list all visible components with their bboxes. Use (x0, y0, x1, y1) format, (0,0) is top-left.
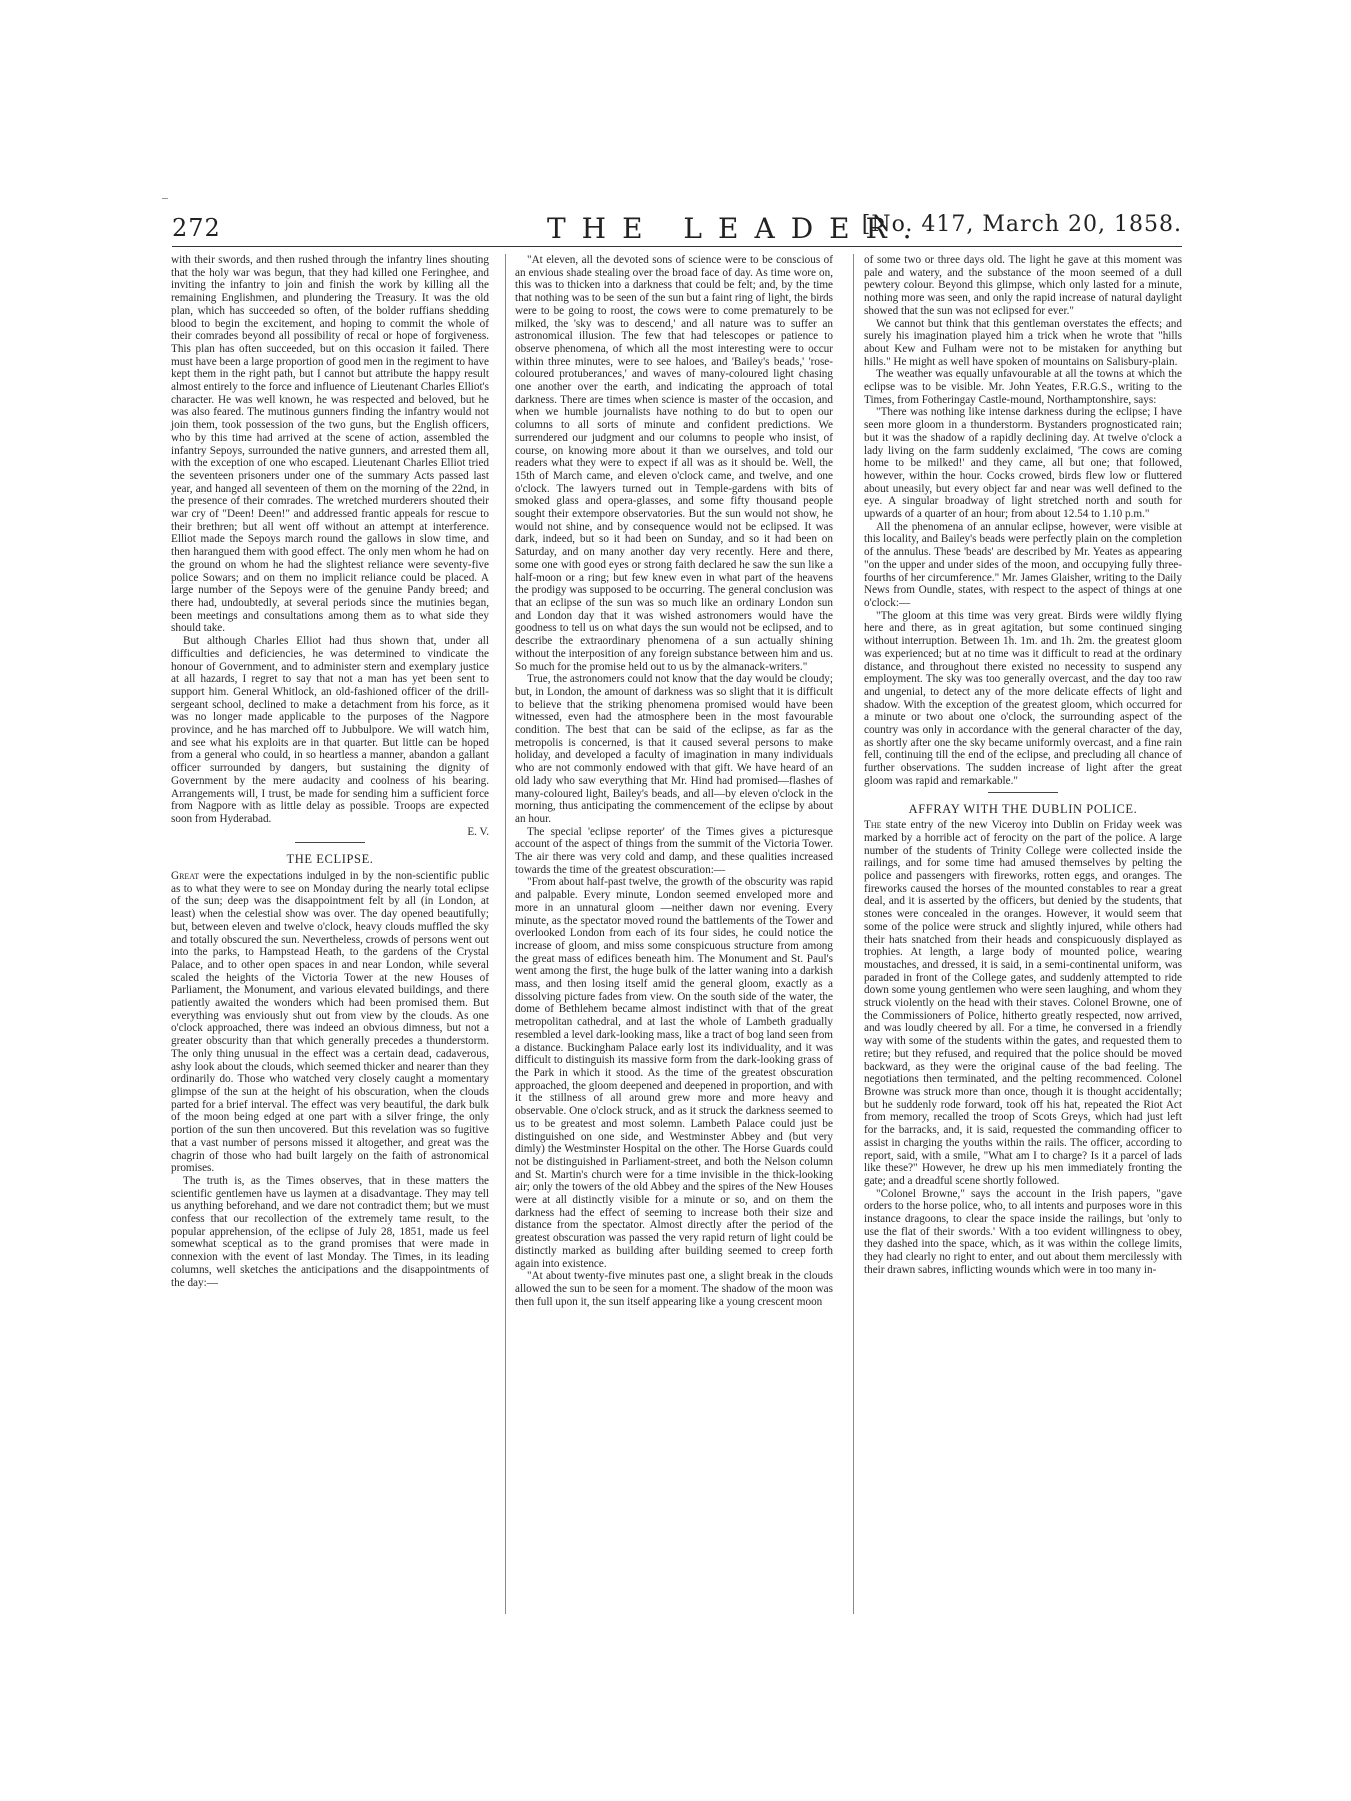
page-header (172, 212, 1182, 245)
paragraph: The weather was equally unfavourable at all the towns at which the eclipse was to be visible. Mr. John Yeates, F.R.G.S., writing to the Times, from Fotheringay Castle-mound, Northamptonshire, says: (864, 368, 1182, 406)
article-title-eclipse: THE ECLIPSE. (286, 852, 374, 867)
quoted-paragraph: "There was nothing like intense darkness during the eclipse; I have seen more gloom in a thunderstorm. Bystanders prognosticated rain; but it was the shadow of a rapidly declining day. At twelve o'clock a lady living on the farm suddenly exclaimed, 'The cows are coming home to be milked!' and they came, all but one; that followed, however, within the hour. Cocks crowed, birds flew low or fluttered about uneasily, but every object far and near was well defined to the eye. A singular broadway of light stretched north and south for upwards of a quarter of an hour; from about 12.54 to 1.10 p.m." (864, 406, 1182, 521)
paragraph: True, the astronomers could not know that the day would be cloudy; but, in London, the amount of darkness was so slight that it is difficult to believe that the striking phenomena promised would have been witnessed, even had the atmosphere been in the most favourable condition. The best that can be said of the eclipse, as far as the metropolis is concerned, is that it caused several persons to make holiday, and developed a faculty of imagination in many individuals who are not commonly endowed with that gift. We have heard of an old lady who saw everything that Mr. Hind had promised—flashes of many-coloured light, Bailey's beads, and all—by eleven o'clock in the morning, thus anticipating the commencement of the eclipse by about an hour. (515, 673, 833, 825)
issue-date: [No. 417, March 20, 1858. (861, 212, 1182, 237)
paragraph-text: state entry of the new Viceroy into Dublin on Friday week was marked by a horrible act of ferocity on the part of the police. A large number of the students of Trinity College were collected inside the railings, and for some time had amused themselves by pelting the police and passengers with fireworks, rotten eggs, and oranges. The fireworks caused the horses of the mounted constables to rear a great deal, and it is asserted by the officers, but denied by the students, that stones were concealed in the oranges. However, it would seem that some of the police were struck and slightly injured, while others had their hats snatched from their heads and conspicuously displayed as trophies. At length, a large body of mounted police, wearing moustaches, and dressed, it is said, in a semi-continental uniform, was paraded in front of the College gates, and suddenly attempted to ride down some young gentlemen who were seen laughing, and whom they struck violently on the head with their staves. Colonel Browne, one of the Commissioners of Police, hitherto greatly respected, now arrived, and was loudly cheered by all. For a time, he conversed in a friendly way with some of the students within the gates, and requested them to retire; but they refused, and required that the police should be moved backward, as they were the original cause of the bad feeling. The negotiations then terminated, and the pelting recommenced. Colonel Browne was struck more than once, though it is thought accidentally; but he suddenly rode forward, took off his hat, repeated the Riot Act from memory, recalled the troop of Scots Greys, which had just left for the barracks, and, it is said, requested the commanding officer to assist in charging the youths within the rails. The officer, according to report, said, with a smile, "What am I to charge? Is it a parcel of lads like these?" However, he drew up his men immediately fronting the gate; and a dreadful scene shortly followed. (864, 819, 1182, 1187)
paragraph: with their swords, and then rushed through the infantry lines shouting that the holy war was begun, that they had killed one Feringhee, and inviting the infantry to join and finish the work by killing all the remaining Englishmen, and plundering the Treasury. It was the old plan, which has succeeded so often, of the bolder ruffians shedding blood to begin the excitement, and hoping to commit the whole of their comrades beyond all possibility of recal or hope of forgiveness. This plan has often succeeded, but on this occasion it failed. There must have been a large proportion of good men in the regiment to have kept them in the right path, but I cannot but attribute the happy result almost entirely to the force and influence of Lieutenant Charles Elliot's character. He was well known, he was respected and beloved, but he was also feared. The mutinous gunners finding the infantry would not join them, took possession of the two guns, but the English officers, who by this time had arrived at the scene of action, assembled the infantry Sepoys, surrounded the native gunners, and arrested them all, with the exception of one who escaped. Lieutenant Charles Elliot tried the seventeen prisoners under one of the summary Acts passed last year, and hanged all seventeen of them on the morning of the 22nd, in the presence of their comrades. The wretched murderers shouted their war cry of "Deen! Deen!" and addressed frantic appeals for rescue to their brethren; but all went off without an attempt at interference. Elliot made the Sepoys march round the gallows in slow time, and then harangued them with good effect. The only men whom he had on the ground on whom he had the slightest reliance were seventy-five police Sowars; and on them no implicit reliance could be placed. A large number of the Sepoys were of the genuine Pandy breed; and there had, undoubtedly, at several periods since the mutinies began, been meetings and consultations among them as to what side they should take. (171, 254, 489, 635)
quoted-paragraph: "At eleven, all the devoted sons of science were to be conscious of an envious shade stealing over the broad face of day. As time wore on, this was to thicken into a darkness that could be felt; and, by the time that nothing was to be seen of the sun but a faint ring of light, the birds were to be going to roost, the cows were to come prematurely to be milked, the 'sky was to descend,' and all nature was to suffer an astronomical illusion. The few that had telescopes or patience to observe phenomena, of which all the most interesting were to occur within three minutes, were to see haloes, and 'Bailey's beads,' 'rose-coloured protuberances,' and waves of many-coloured light chasing one another over the earth, and indicating the approach of total darkness. There are times when science is master of the occasion, and when we humble journalists have nothing to do but to open our columns to all sorts of minute and confident predictions. We surrendered our judgment and our columns to people who insist, of course, on knowing more about it than we ourselves, and told our readers what they were to expect if all was as it should be. Well, the 15th of March came, and eleven o'clock came, and twelve, and one o'clock. The lawyers turned out in Temple-gardens with bits of smoked glass and opera-glasses, and some fifty thousand people sought their extempore observatories. But the sun would not show, he would not shine, and by consequence would not be eclipsed. It was dark, indeed, but so it had been on Sunday, and so it had been on Saturday, and on many another day very recently. Here and there, some one with good eyes or strong faith declared he saw the sun like a half-moon or a ring; but few knew even in what part of the heavens the prodigy was supposed to be occurring. The general conclusion was that an eclipse of the sun was so much like an ordinary London sun and London day that it was wished astronomers would have the goodness to tell us on what days the sun would not be eclipsed, and to describe the extraordinary phenomena of a sun actually shining without the interposition of any foreign substance between him and us. So much for the promise held out to us by the almanack-writers." (515, 254, 833, 673)
paragraph: The special 'eclipse reporter' of the Times gives a picturesque account of the aspect of things from the summit of the Victoria Tower. The air there was very cold and damp, and these qualities increased towards the time of the greatest obscuration:— (515, 825, 833, 876)
paragraph: We cannot but think that this gentleman overstates the effects; and surely his imagination played him a trick when he wrote that "hills about Kew and Fulham were not to be mistaken for anything but hills." He might as well have spoken of mountains on Salisbury-plain. (864, 317, 1182, 368)
paragraph (864, 819, 1182, 1187)
lead-word: Great (171, 870, 200, 883)
paragraph: of some two or three days old. The light he gave at this moment was pale and watery, and the substance of the moon seemed of a dull pewtery colour. Beyond this glimpse, which only lasted for a minute, nothing more was seen, and only the rapid increase of natural daylight showed that the sun was not eclipsed for ever." (864, 254, 1182, 317)
page-number: 272 (172, 214, 221, 242)
paragraph (171, 870, 489, 1175)
section-divider (295, 842, 365, 843)
quoted-paragraph: "From about half-past twelve, the growth of the obscurity was rapid and palpable. Every minute, London seemed enveloped more and more in an unnatural gloom —neither dawn nor evening. Every minute, as the spectator moved round the battlements of the Tower and overlooked London from each of its four sides, he could notice the increase of gloom, and miss some conspicuous structure from among the great mass of edifices beneath him. The Monument and St. Paul's went among the first, the huge bulk of the latter waning into a darkish mass, and then losing itself amid the general gloom, exactly as a dissolving picture fades from view. On the south side of the water, the dome of Bethlehem became almost indistinct with that of the great metropolitan cathedral, and at last the whole of Lambeth gradually resembled a level dark-looking mass, like a tract of bog land seen from a distance. Buckingham Palace early lost its individuality, and it was difficult to distinguish its massive form from the dark-looking grass of the Park in which it stood. As the time of the greatest obscuration approached, the gloom deepened and deepened in proportion, and with it the stillness of all around grew more and more heavy and observable. One o'clock struck, and as it struck the darkness seemed to us to be greatest and most solemn. Lambeth Palace could just be distinguished on one side, and Westminster Abbey and (but very dimly) the Westminster Hospital on the other. The Horse Guards could not be distinguished in Parliament-street, and both the Nelson column and St. Martin's church were for a time invisible in the thick-looking air; only the towers of the old Abbey and the spires of the New Houses were at all distinctly visible for a minute or so, and on them the darkness had the effect of seeming to increase both their size and distance from the spectator. Almost directly after the period of the greatest obscuration was passed the very rapid return of light could be distinctly marked as building after building seemed to creep forth again into existence. (515, 876, 833, 1270)
column-divider (853, 254, 854, 1614)
article-title-affray: AFFRAY WITH THE DUBLIN POLICE. (908, 801, 1138, 816)
column-3 (864, 254, 1182, 1277)
column-divider (505, 254, 506, 1614)
masthead-title: THE LEADER. (547, 212, 928, 245)
quoted-paragraph: "The gloom at this time was very great. Birds were wildly flying here and there, as in great agitation, but some continued singing without interruption. Between 1h. 1m. and 1h. 2m. the greatest gloom was experienced; but at no time was it difficult to read at the ordinary distance, and throughout there existed no necessity to suspend any employment. The sky was too generally overcast, and the day too raw and ungenial, to detect any of the more delicate effects of light and shadow. With the exception of the greatest gloom, which occurred for a minute or two about one o'clock, the surrounding aspect of the country was only in accordance with the general character of the day, as shortly after one the sky became uniformly overcast, and a fine rain fell, continuing till the end of the eclipse, and precluding all chance of further observations. The sudden increase of light after the great gloom was rapid and remarkable." (864, 609, 1182, 787)
paragraph-text: were the expectations indulged in by the non-scientific public as to what they were to see on Monday during the nearly total eclipse of the sun; deep was the disappointment felt by all (in London, at least) when the celestial show was over. The day opened beautifully; but, between eleven and twelve o'clock, heavy clouds muffled the sky and totally obscured the sun. Nevertheless, crowds of persons went out into the parks, to Hampstead Heath, to the gardens of the Crystal Palace, and to other open spaces in and near London, while several scaled the heights of the Victoria Tower at the new Houses of Parliament, the Monument, and various elevated buildings, and there patiently awaited the wonders which had been promised them. But everything was enviously shut out from view by the clouds. As one o'clock approached, there was indeed an obvious dimness, but not a greater obscurity than that which generally precedes a thunderstorm. The only thing unusual in the effect was a certain dead, cadaverous, ashy look about the clouds, which seemed thicker and nearer than they ordinarily do. Those who watched very closely caught a momentary glimpse of the sun at the height of his obscuration, when the clouds parted for a brief interval. The effect was very beautiful, the dark bulk of the moon being edged at one part with a silver fringe, the only portion of the sun then uncovered. But this revelation was so fugitive that a vast number of persons missed it altogether, and great was the chagrin of those who had built largely on the faith of astronomical promises. (171, 870, 489, 1175)
lead-word: The (864, 819, 882, 832)
scan-artifact-mark (162, 198, 168, 199)
quoted-paragraph: "At about twenty-five minutes past one, a slight break in the clouds allowed the sun to be seen for a moment. The shadow of the moon was then full upon it, the sun itself appearing like a young crescent moon (515, 1270, 833, 1308)
paragraph: But although Charles Elliot had thus shown that, under all difficulties and deficiencies, he was determined to vindicate the honour of Government, and to administer stern and exemplary justice at all hazards, I regret to say that not a man has yet been sent to support him. General Whitlock, an old-fashioned officer of the drill-sergeant school, declined to make a detachment from his force, as it was no longer made applicable to the purposes of the Nagpore province, and he has marched off to Jubbulpore. We will watch him, and see what his exploits are in that quarter. But little can be hoped from a general who could, in so heartless a manner, abandon a gallant officer surrounded by dangers, but sustaining the dignity of Government by the mere audacity and coolness of his bearing. Arrangements will, I trust, be made for sending him a sufficient force from Nagpore with as little delay as possible. Troops are expected soon from Hyderabad. (171, 635, 489, 825)
quoted-paragraph: "Colonel Browne," says the account in the Irish papers, "gave orders to the horse police, who, to all intents and purposes wore in this instance dragoons, to clear the space inside the railings, but 'only to use the flat of their swords.' With a too evident willingness to obey, they dashed into the space, which, as it was within the college limits, they had clearly no right to enter, and out about them mercilessly with their drawn sabres, inflicting wounds which were in too many in- (864, 1187, 1182, 1276)
column-1 (171, 254, 489, 1289)
paragraph: The truth is, as the Times observes, that in these matters the scientific gentlemen have us laymen at a disadvantage. They may tell us anything beforehand, and we dare not contradict them; but we must confess that our recollection of the extremely tame result, to the popular apprehension, of the eclipse of July 28, 1851, made us feel somewhat sceptical as to the grand promises that were made in connexion with the event of last Monday. The Times, in its leading columns, well sketches the anticipations and the disappointments of the day:— (171, 1174, 489, 1289)
article-signature: E. V. (467, 825, 489, 838)
section-divider (988, 792, 1058, 793)
column-2 (515, 254, 833, 1308)
header-rule (172, 246, 1182, 247)
paragraph: All the phenomena of an annular eclipse, however, were visible at this locality, and Bailey's beads were perfectly plain on the completion of the annulus. These 'beads' are described by Mr. Yeates as appearing "on the upper and under sides of the moon, and occupying fully three-fourths of her circumference." Mr. James Glaisher, writing to the Daily News from Oundle, states, with respect to the aspect of things at one o'clock:— (864, 520, 1182, 609)
